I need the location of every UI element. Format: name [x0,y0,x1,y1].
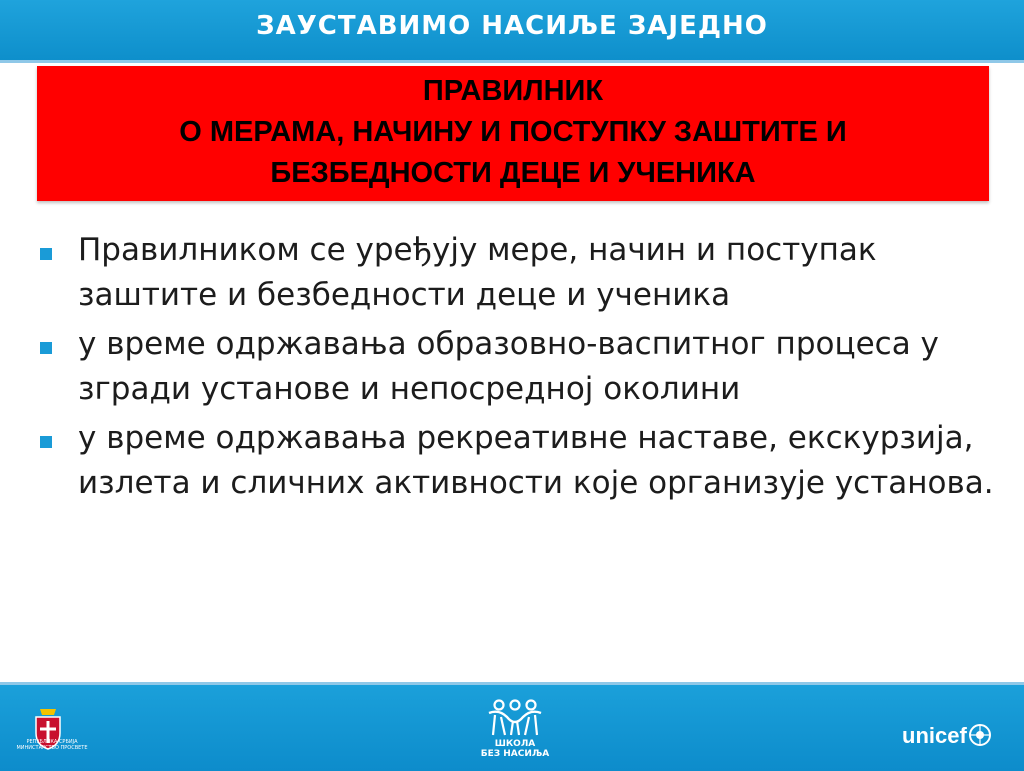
bullet-list [40,228,1000,510]
campaign-title: ЗАУСТАВИМО НАСИЉЕ ЗАЈЕДНО [256,11,768,41]
school-caption-line-2: БЕЗ НАСИЉА [480,749,550,759]
title-line-1: ПРАВИЛНИК [422,75,604,107]
school-caption-line-1: ШКОЛА [494,739,536,749]
list-item [40,416,1000,506]
bullet-text: Правилником се уређују мере, начин и поступак заштите и безбедности деце и ученика [78,232,877,313]
top-banner [0,0,1024,63]
list-item [40,322,1000,412]
square-bullet-icon [40,436,52,448]
square-bullet-icon [40,342,52,354]
title-box [37,66,989,201]
unicef-globe-icon [968,723,992,747]
school-caption [470,739,560,759]
coat-caption: РЕПУБЛИКА СРБИЈА МИНИСТАРСТВО ПРОСВЕТЕ [16,739,88,751]
school-without-violence-icon [485,699,545,737]
footer [0,682,1024,771]
square-bullet-icon [40,248,52,260]
title-line-3: БЕЗБЕДНОСТИ ДЕЦЕ И УЧЕНИКА [270,157,756,189]
bullet-text: у време одржавања рекреативне наставе, екскурзија, излета и сличних активности које организује установа. [78,420,994,501]
list-item [40,228,1000,318]
unicef-logo-text: unicef [902,723,967,748]
title-line-2: О МЕРАМА, НАЧИНУ И ПОСТУПКУ ЗАШТИТЕ И [179,116,847,148]
bullet-text: у време одржавања образовно-васпитног процеса у згради установе и непосредној околини [78,326,939,407]
